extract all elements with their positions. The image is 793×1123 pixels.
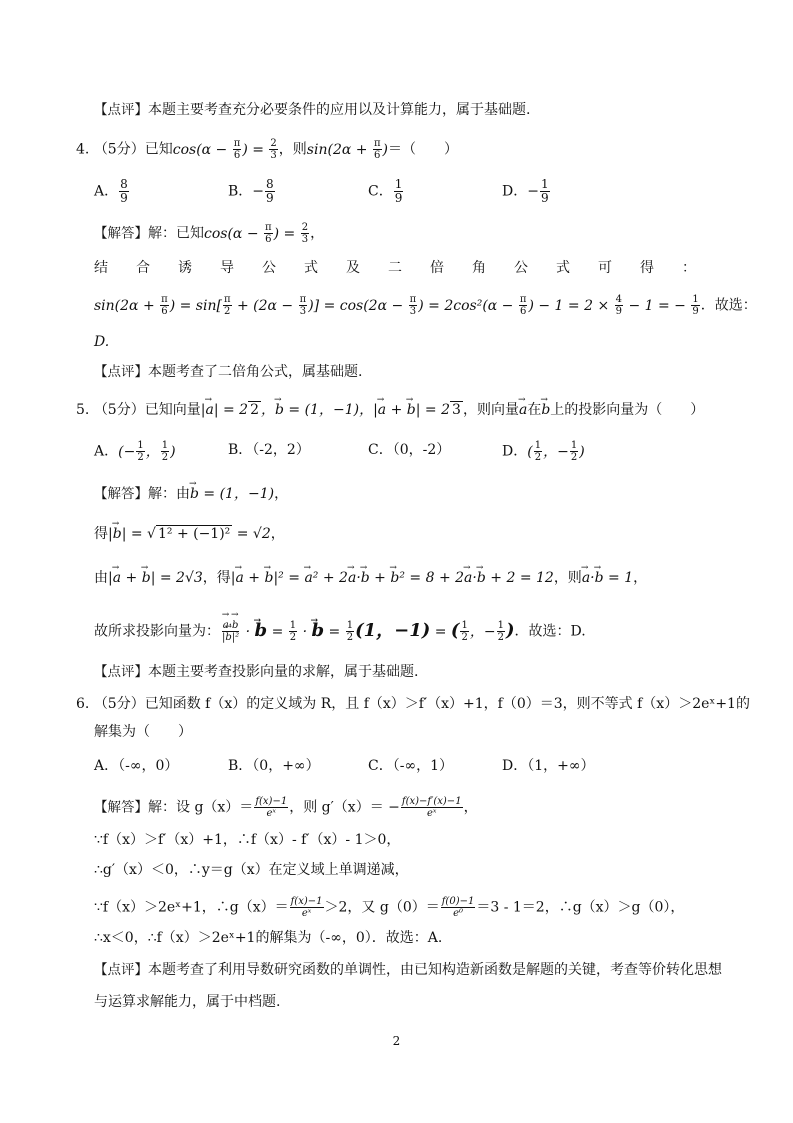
formula: |→ a| = 2 2 ，→ b = (1，−1)，|→ a + → b| = 2 3 <box>201 402 463 418</box>
option-c: C．（0，-2） <box>368 442 451 458</box>
q5-projection: 故所求投影向量为： → $\frac{a\cdot\to b}{\text{|→ b|²}}$ · → b = $\frac{1}{2}$ · → b = $\frac{1}{2}$ (1，−1) = ( $\frac{1}{2}$ ，− $\frac{1}{2}$ )．故选：D. <box>94 620 586 643</box>
comment-tag: 【点评】 <box>94 962 148 978</box>
q4-solution-formula: sin(2α + $\frac{\pi}{6}$ ) = sin[ $\frac{\pi}{2}$ + (2α − $\frac{\pi}{3}$ )] = cos(2α − $\frac{\pi}{3}$ ) = 2cos²(α − $\frac{\pi}{6}$ ) − 1 = 2 × $\frac{4}{9}$ − 1 = − $\frac{1}{9}$ ．故选： <box>94 294 757 317</box>
question-score: （5分） <box>93 696 145 712</box>
option-a: A．(− $\frac{1}{2}$ ， $\frac{1}{2}$ ) <box>94 440 176 463</box>
formula: → b = (1，−1) <box>190 486 274 502</box>
q6-solution-line2: ∵f（x）＞f′（x）+1，∴f（x）- f′（x）- 1＞0， <box>94 832 401 848</box>
formula: sin(2α + $\frac{\pi}{6}$ ) <box>306 138 388 161</box>
option-a: A．（-∞，0） <box>94 758 179 774</box>
q5-solution-line3: 由|→ a + → b| = 2√3，得|→ a + → b|² = → a² + 2→ a·→ b + → b² = 8 + 2→ a·→ b + 2 = 12，则→ a·→ b = 1， <box>94 568 647 588</box>
option-d: D．( $\frac{1}{2}$ ，− $\frac{1}{2}$ ) <box>502 440 585 463</box>
q6-stem-line2: 解集为（ ） <box>94 724 192 740</box>
formula: cos(α − $\frac{\pi}{6}$ ) = $\frac{2}{3}$ <box>204 222 309 245</box>
option-b: B．（-2，2） <box>228 442 310 458</box>
comment-tag: 【点评】 <box>94 102 148 118</box>
question-number: 6. <box>76 696 90 712</box>
q4-stem: 4. （5分）已知cos(α − $\frac{\pi}{6}$ ) = $\frac{2}{3}$ ，则sin(2α + $\frac{\pi}{6}$ )＝（ ） <box>76 138 458 161</box>
option-c: C． $\frac{1}{9}$ <box>368 177 403 205</box>
q6-solution-line5: ∴x＜0，∴f（x）＞2eˣ+1的解集为（-∞，0）．故选：A. <box>94 930 443 946</box>
option-c: C．（-∞，1） <box>368 758 454 774</box>
solution-tag: 【解答】 <box>94 486 148 502</box>
comment-tag: 【点评】 <box>94 664 148 680</box>
comment-tag: 【点评】 <box>94 364 148 380</box>
comment-text: 本题主要考查充分必要条件的应用以及计算能力，属于基础题. <box>148 102 531 118</box>
formula: cos(α − $\frac{\pi}{6}$ ) = $\frac{2}{3}$ <box>172 138 277 161</box>
formula: |→ b| = √ 1² + (−1)² = √2 <box>108 526 271 542</box>
option-b: B．（0，+∞） <box>228 758 320 774</box>
q5-comment: 【点评】本题主要考查投影向量的求解，属于基础题. <box>94 664 419 680</box>
option-a: A． $\frac{8}{9}$ <box>94 177 128 205</box>
q6-comment-line2: 与运算求解能力，属于中档题. <box>94 994 281 1010</box>
q4-solution: 【解答】解：已知cos(α − $\frac{\pi}{6}$ ) = $\frac{2}{3}$ ， <box>94 222 325 245</box>
q6-solution: 【解答】解：设 g（x）＝ $\frac{f(x)-1}{\text{eˣ}}$ ，则 g′（x）＝ − $\frac{f(x)-f'(x)-1}{\text{eˣ}}$ ， <box>94 796 478 819</box>
question-score: （5分） <box>93 141 145 158</box>
q4-comment: 【点评】本题考查了二倍角公式，属基础题. <box>94 364 363 380</box>
question-number: 4. <box>76 141 90 158</box>
solution-tag: 【解答】 <box>94 799 148 816</box>
option-d: D．− $\frac{1}{9}$ <box>502 177 549 205</box>
q5-stem: 5. （5分）已知向量|→ a| = 2 2 ，→ b = (1，−1)，|→ a + → b| = 2 3 ，则向量→ a在→ b上的投影向量为（ ） <box>76 400 704 420</box>
q6-stem: 6. （5分）已知函数 f（x）的定义域为 R，且 f（x）＞f′（x）+1，f（0）＝3，则不等式 f（x）＞2eˣ+1的 <box>76 696 750 712</box>
solution-tag: 【解答】 <box>94 225 148 242</box>
question-number: 5. <box>76 402 90 418</box>
formula: → $\frac{a\cdot\to b}{\text{|→ b|²}}$ · → b = $\frac{1}{2}$ · → b = $\frac{1}{2}$ (1，−1) = ( $\frac{1}{2}$ ，− $\frac{1}{2}$ ) <box>220 624 514 640</box>
q3-comment <box>94 100 530 120</box>
formula: sin(2α + $\frac{\pi}{6}$ ) = sin[ $\frac{\pi}{2}$ + (2α − $\frac{\pi}{3}$ )] = cos(2α − $\frac{\pi}{3}$ ) = 2cos²(α − $\frac{\pi}{6}$ ) − 1 = 2 × $\frac{4}{9}$ − 1 = − $\frac{1}{9}$ <box>94 294 699 317</box>
q4-answer: D. <box>94 334 110 350</box>
page-number: 2 <box>392 1034 401 1048</box>
q6-solution-line4: ∵f（x）＞2eˣ+1，∴g（x）＝ $\frac{f(x)-1}{\text{eˣ}}$ ＞2，又 g（0）＝ $\frac{f(0)-1}{\text{e⁰}}$ ＝3 - 1＝2，∴g（x）＞g（0）， <box>94 896 685 919</box>
q6-comment: 【点评】本题考查了利用导数研究函数的单调性，由已知构造新函数是解题的关键，考查等价转化思想 <box>94 962 722 978</box>
option-d: D．（1，+∞） <box>502 758 595 774</box>
q4-solution-line2: 结 合 诱 导 公 式 及 二 倍 角 公 式 可 得 ： <box>94 260 696 276</box>
option-b: B．− $\frac{8}{9}$ <box>228 177 274 205</box>
q5-solution-line2: 得|→ b| = √ 1² + (−1)² = √2， <box>94 524 285 544</box>
question-score: （5分） <box>93 402 145 418</box>
q6-solution-line3: ∴g′（x）＜0，∴y＝g（x）在定义域上单调递减， <box>94 862 409 878</box>
q5-solution: 【解答】解：由→ b = (1，−1)， <box>94 484 288 504</box>
